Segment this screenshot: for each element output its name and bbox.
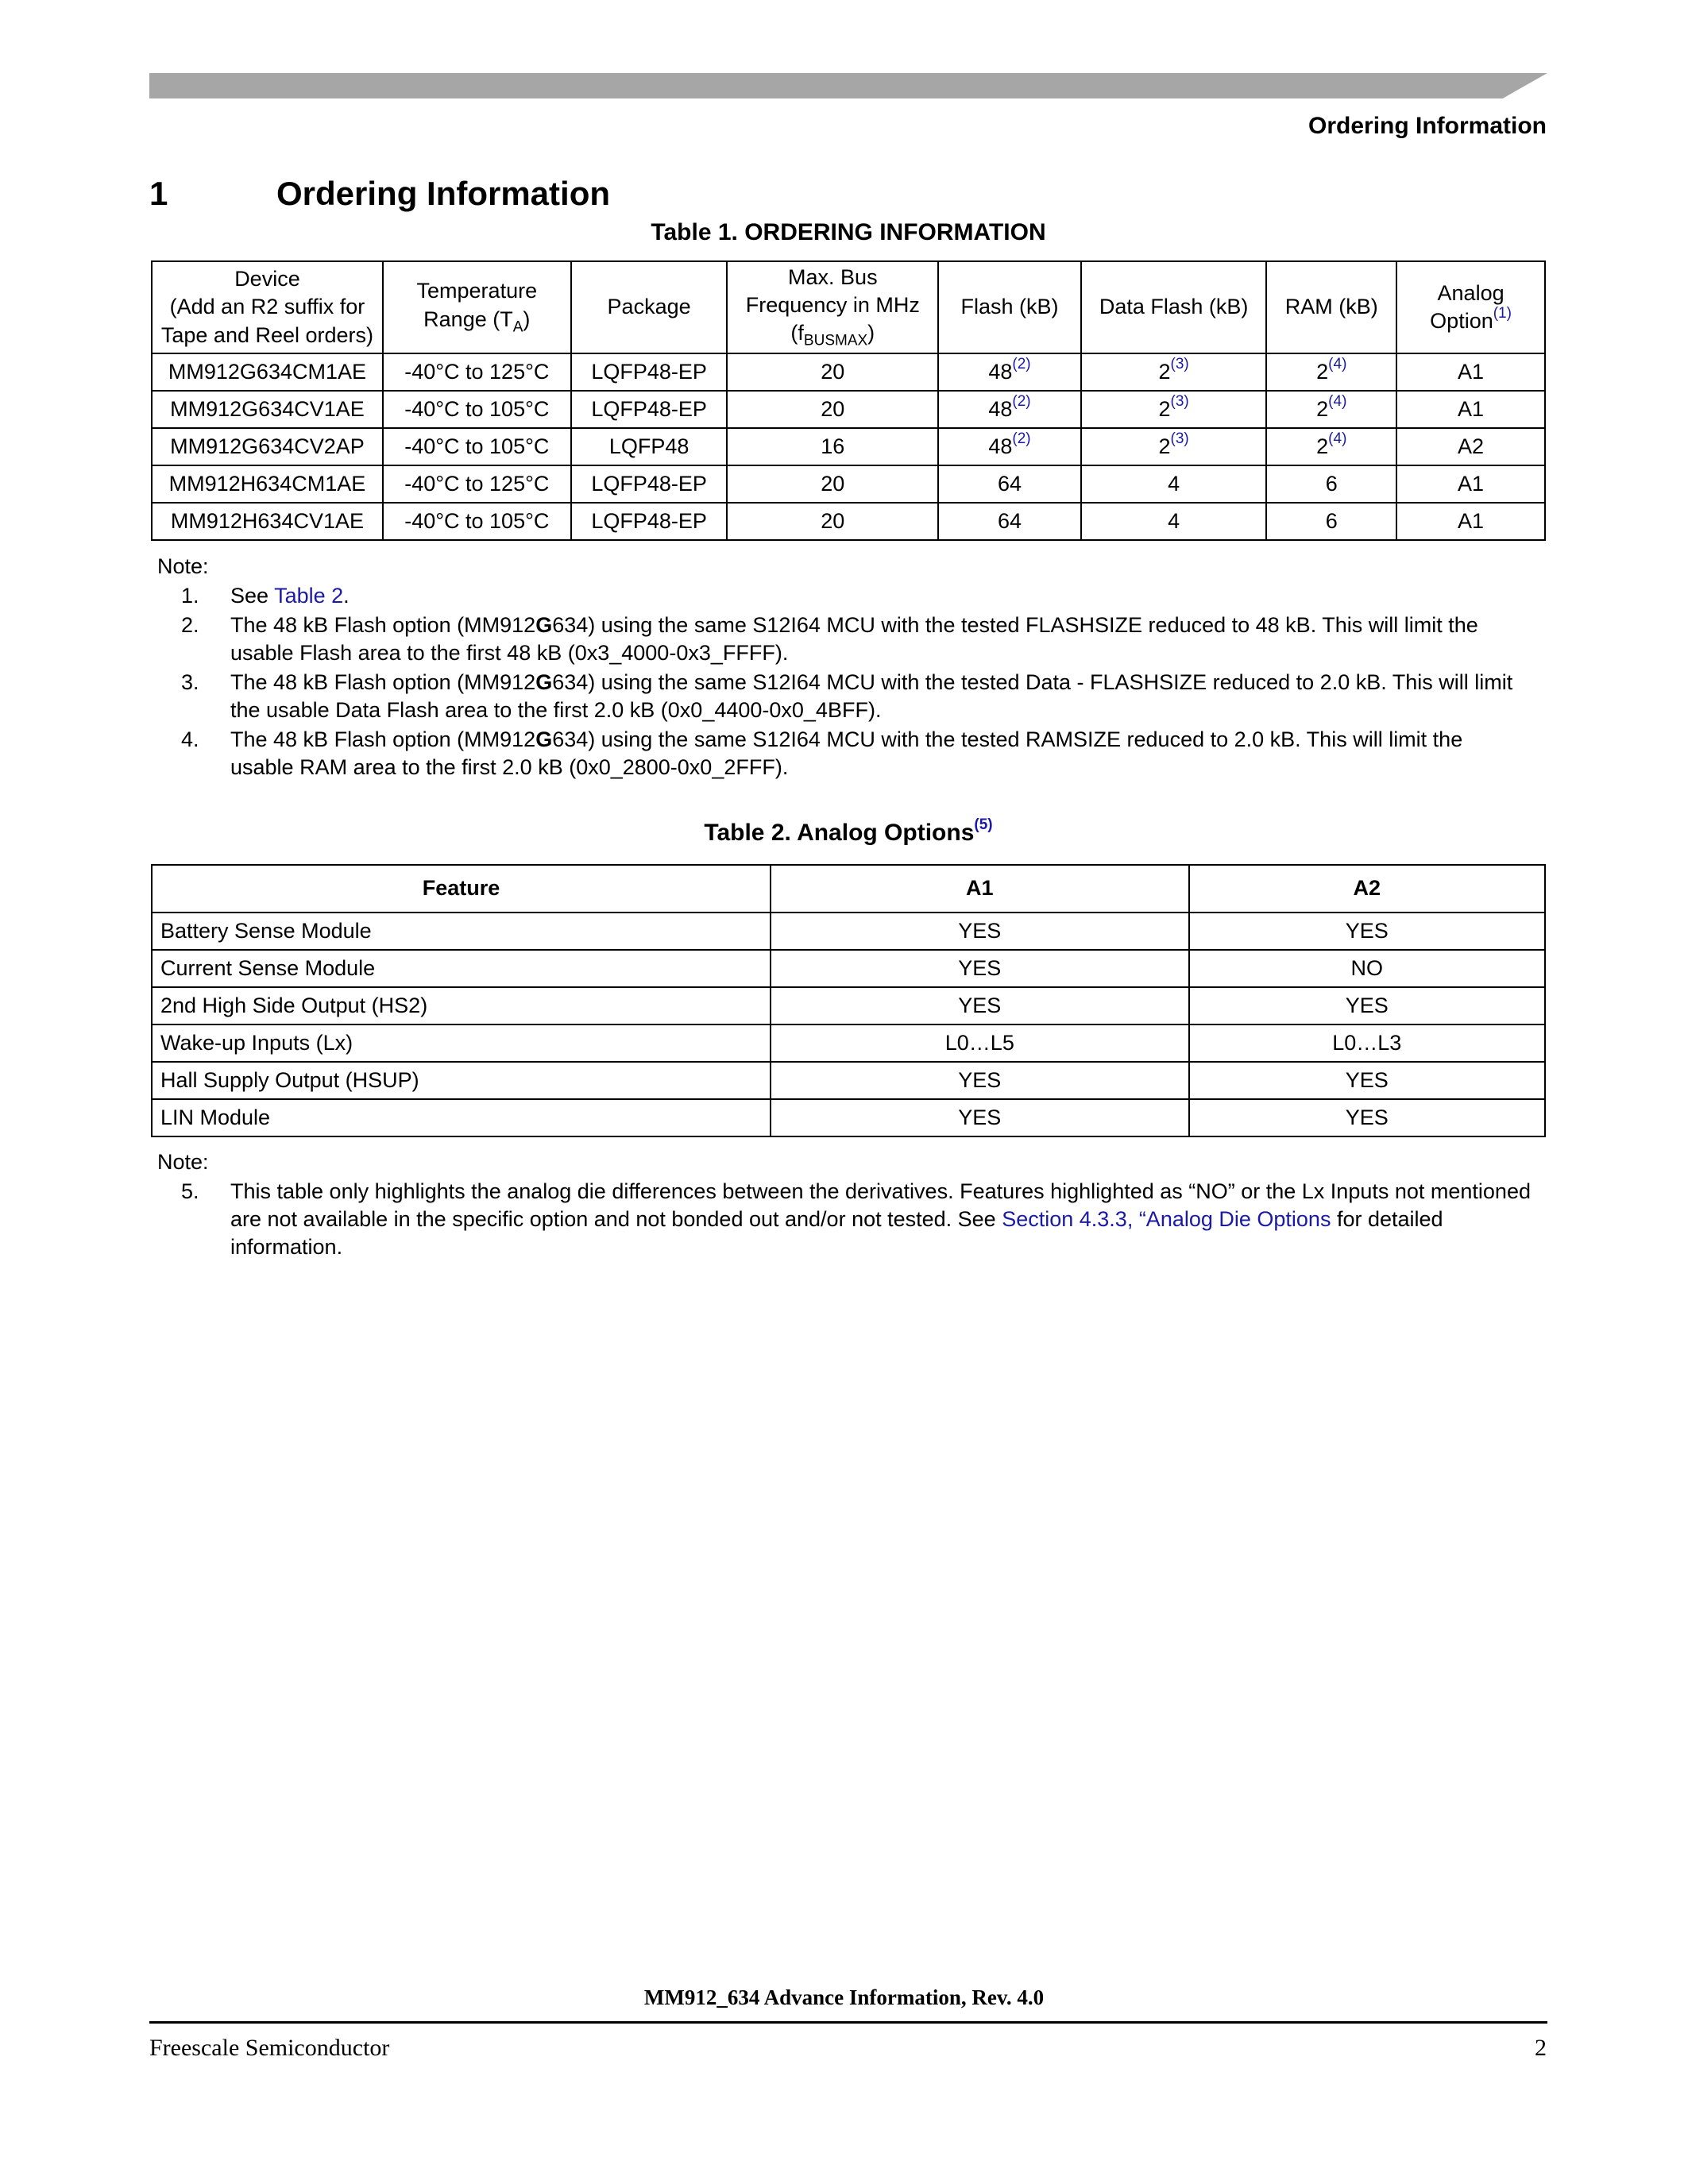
table-header-row — [152, 865, 1545, 913]
table-cell: -40°C to 105°C — [383, 428, 571, 465]
table-cell: 48$^{(2)}$ — [938, 391, 1081, 428]
table-cell: LIN Module — [152, 1099, 771, 1136]
table-cell: Hall Supply Output (HSUP) — [152, 1062, 771, 1099]
col-a2: A2 — [1189, 865, 1546, 913]
footer-rule — [149, 2021, 1547, 2024]
col-device: Device (Add an R2 suffix for Tape and Reel orders) — [152, 261, 383, 353]
notes-list — [181, 1178, 1532, 1263]
header-bar — [149, 73, 1547, 98]
col-flash: Flash (kB) — [938, 261, 1081, 353]
table-row — [152, 428, 1545, 465]
footnote-ref-link[interactable]: (2) — [1012, 355, 1031, 372]
section-link[interactable]: Section 4.3.3, “Analog Die Options — [1002, 1207, 1331, 1231]
table-cell: YES — [771, 950, 1188, 987]
table-cell: 2$^{(4)}$ — [1266, 391, 1396, 428]
table-cell: 20 — [727, 465, 938, 503]
table-cell: 2$^{(4)}$ — [1266, 353, 1396, 391]
running-header: Ordering Information — [1308, 113, 1547, 139]
table-cell: A1 — [1396, 353, 1545, 391]
table-row — [152, 950, 1545, 987]
table-cell: MM912G634CM1AE — [152, 353, 383, 391]
table-row — [152, 1062, 1545, 1099]
table-cell: A1 — [1396, 391, 1545, 428]
footnote-ref-link[interactable]: (4) — [1328, 392, 1347, 410]
note-3: 3. The 48 kB Flash option (MM912G634) using the same S12I64 MCU with the tested Data - FLASHSIZE reduced to 2.0 kB. This will limit the usable Data Flash area to the first 2.0 kB (0x0_4400-0x0_4BFF). — [181, 670, 1513, 722]
footer-doc-title: MM912_634 Advance Information, Rev. 4.0 — [643, 1985, 1045, 2009]
footnote-ref-link[interactable]: (3) — [1170, 355, 1189, 372]
table2-caption: Table 2. Analog Options$^{(5)}$ — [704, 816, 993, 846]
table-cell: YES — [771, 1099, 1188, 1136]
footnote-ref-link[interactable]: (1) — [1493, 305, 1512, 322]
page-number: 2 — [1535, 2035, 1547, 2061]
table-row — [152, 503, 1545, 540]
table-cell: 6 — [1266, 465, 1396, 503]
table-cell: LQFP48-EP — [571, 391, 728, 428]
table-cell: 20 — [727, 503, 938, 540]
table-cell: YES — [771, 913, 1188, 950]
notes-list — [181, 582, 1532, 783]
table-cell: YES — [1189, 1062, 1546, 1099]
col-a1: A1 — [771, 865, 1188, 913]
table-row — [152, 391, 1545, 428]
col-bus-frequency: Max. Bus Frequency in MHz $(f_{BUSMAX})$ — [727, 261, 938, 353]
note-label: Note: — [157, 1150, 209, 1174]
note-1: 1. See Table 2. — [181, 584, 350, 608]
col-temperature: Temperature Range $(T_A)$ — [383, 261, 571, 353]
table-cell: YES — [1189, 913, 1546, 950]
table-cell: LQFP48-EP — [571, 465, 728, 503]
section-number: 1 — [149, 175, 168, 212]
footnote-ref-link[interactable]: (3) — [1170, 430, 1189, 447]
footnote-ref-link[interactable]: (4) — [1328, 430, 1347, 447]
table-header-row — [152, 261, 1545, 353]
table-cell: 20 — [727, 353, 938, 391]
footnote-ref-link[interactable]: (2) — [1012, 392, 1031, 410]
table-cell: 2$^{(4)}$ — [1266, 428, 1396, 465]
table-cell: 2$^{(3)}$ — [1081, 428, 1267, 465]
table-cell: 48$^{(2)}$ — [938, 428, 1081, 465]
table-cell: 2nd High Side Output (HS2) — [152, 987, 771, 1024]
col-feature: Feature — [152, 865, 771, 913]
note-5: 5. This table only highlights the analog die differences between the derivatives. Features highlighted as “NO” or the Lx Inputs not mentioned are not available in the specific option and not bonded out and/or not tested. See Section 4.3.3, “Analog Die Options for detailed information. — [181, 1179, 1531, 1259]
table2-link[interactable]: Table 2 — [274, 584, 344, 608]
table-row — [152, 987, 1545, 1024]
table-cell: MM912H634CV1AE — [152, 503, 383, 540]
table-cell: YES — [1189, 1099, 1546, 1136]
ordering-table — [151, 260, 1546, 541]
table-row — [152, 1099, 1545, 1136]
table-cell: -40°C to 105°C — [383, 391, 571, 428]
table-cell: YES — [771, 987, 1188, 1024]
table-cell: L0…L3 — [1189, 1024, 1546, 1062]
col-ram: RAM (kB) — [1266, 261, 1396, 353]
table-cell: NO — [1189, 950, 1546, 987]
table-cell: 48$^{(2)}$ — [938, 353, 1081, 391]
table-cell: 2$^{(3)}$ — [1081, 391, 1267, 428]
table-cell: YES — [1189, 987, 1546, 1024]
analog-options-table — [151, 864, 1546, 1137]
table-cell: -40°C to 105°C — [383, 503, 571, 540]
table-cell: LQFP48-EP — [571, 503, 728, 540]
table-cell: A2 — [1396, 428, 1545, 465]
footnote-ref-link[interactable]: (4) — [1328, 355, 1347, 372]
footnote-ref-link[interactable]: (3) — [1170, 392, 1189, 410]
footnote-ref-link[interactable]: (5) — [974, 816, 993, 833]
footnote-ref-link[interactable]: (2) — [1012, 430, 1031, 447]
table-cell: 4 — [1081, 465, 1267, 503]
table-cell: Wake-up Inputs (Lx) — [152, 1024, 771, 1062]
table-cell: -40°C to 125°C — [383, 353, 571, 391]
table-cell: LQFP48-EP — [571, 353, 728, 391]
note-4: 4. The 48 kB Flash option (MM912G634) using the same S12I64 MCU with the tested RAMSIZE reduced to 2.0 kB. This will limit the usable RAM area to the first 2.0 kB (0x0_2800-0x0_2FFF). — [181, 727, 1463, 779]
table-cell: 16 — [727, 428, 938, 465]
table-cell: L0…L5 — [771, 1024, 1188, 1062]
table1-caption: Table 1. ORDERING INFORMATION — [651, 219, 1046, 245]
table-cell: LQFP48 — [571, 428, 728, 465]
table-cell: 64 — [938, 465, 1081, 503]
section-heading — [149, 175, 610, 213]
table-cell: MM912G634CV1AE — [152, 391, 383, 428]
table-cell: -40°C to 125°C — [383, 465, 571, 503]
table-cell: 64 — [938, 503, 1081, 540]
table-cell: Battery Sense Module — [152, 913, 771, 950]
table-row — [152, 465, 1545, 503]
table-cell: 6 — [1266, 503, 1396, 540]
table-cell: MM912H634CM1AE — [152, 465, 383, 503]
col-analog-option: Analog Option$^{(1)}$ — [1396, 261, 1545, 353]
table-cell: A1 — [1396, 465, 1545, 503]
note-2: 2. The 48 kB Flash option (MM912G634) using the same S12I64 MCU with the tested FLASHSIZE reduced to 48 kB. This will limit the usable Flash area to the first 48 kB (0x3_4000-0x3_FFFF). — [181, 613, 1478, 665]
section-title: Ordering Information — [276, 175, 610, 212]
table-cell: MM912G634CV2AP — [152, 428, 383, 465]
col-package: Package — [571, 261, 728, 353]
table-row — [152, 1024, 1545, 1062]
table-row — [152, 353, 1545, 391]
table-cell: 20 — [727, 391, 938, 428]
table-cell: 4 — [1081, 503, 1267, 540]
table-cell: YES — [771, 1062, 1188, 1099]
table-cell: A1 — [1396, 503, 1545, 540]
table-cell: 2$^{(3)}$ — [1081, 353, 1267, 391]
table-cell: Current Sense Module — [152, 950, 771, 987]
note-label: Note: — [157, 554, 209, 578]
table-row — [152, 913, 1545, 950]
col-data-flash: Data Flash (kB) — [1081, 261, 1267, 353]
footer-company: Freescale Semiconductor — [149, 2035, 390, 2061]
